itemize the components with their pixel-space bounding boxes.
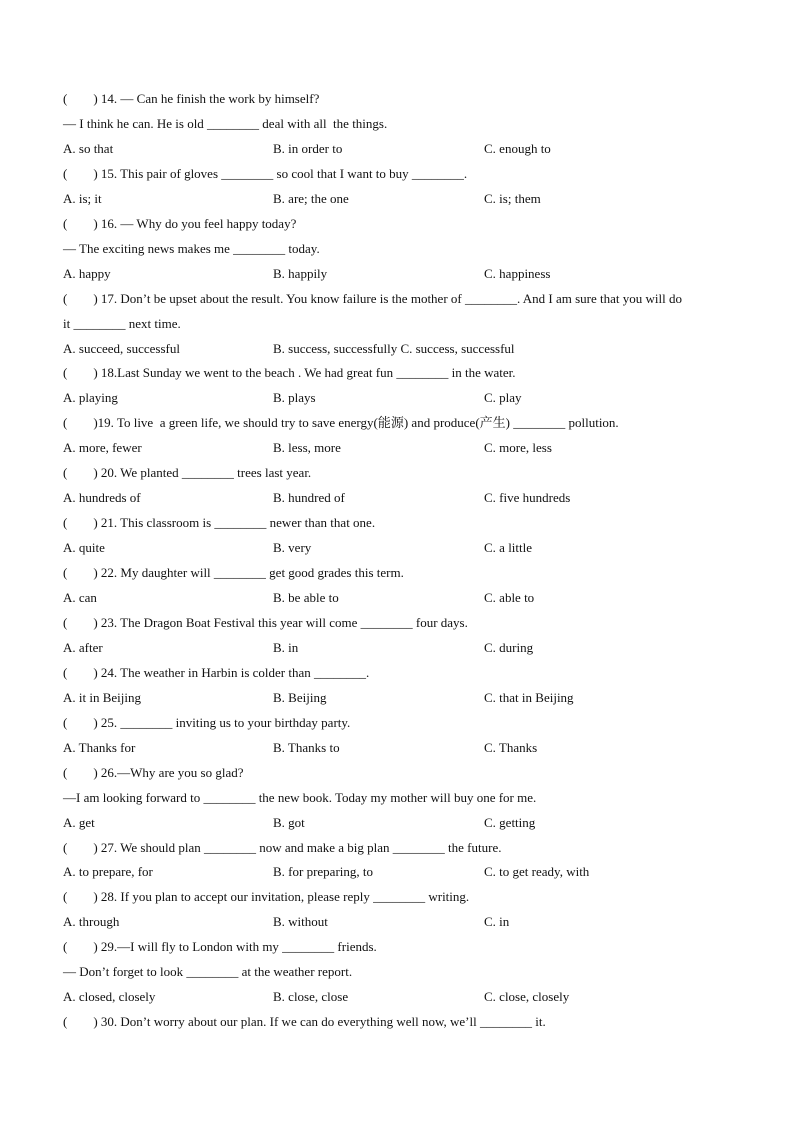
answer-option-b: B. are; the one (273, 190, 349, 206)
answer-option-c: C. play (484, 390, 522, 406)
answer-options-row (63, 814, 754, 832)
question-text: ( ) 26.—Why are you so glad? (63, 764, 244, 780)
answer-option-a: A. can (63, 590, 97, 605)
answer-option-b: B. in (273, 639, 299, 655)
answer-option-a: A. Thanks for (63, 739, 136, 755)
answer-option-c: C. enough to (484, 140, 551, 156)
question-text: ( )19. To live a green life, we should try to save energy(能源) and produce(产生) ________ pollution. (63, 415, 619, 431)
answer-option-a: A. playing (63, 390, 118, 406)
answer-option-c: C. Thanks (484, 739, 538, 755)
answer-options-row (63, 913, 754, 931)
answer-option-a: A. succeed, successful (63, 340, 180, 356)
answer-options-row (63, 589, 754, 607)
question-text: ( ) 17. Don’t be upset about the result. You know failure is the mother of ________. And I am sure that you will do (63, 290, 682, 306)
answer-options-row (63, 988, 754, 1006)
answer-option-b: B. without (273, 914, 328, 930)
answer-option-a: A. hundreds of (63, 490, 141, 506)
answer-option-b: B. plays (273, 390, 316, 406)
answer-options-row (63, 863, 754, 881)
question-text: ( ) 23. The Dragon Boat Festival this year will come ________ four days. (63, 614, 468, 630)
answer-option-a: A. is; it (63, 190, 102, 206)
answer-option-c: C. is; them (484, 190, 541, 206)
answer-option-c: C. able to (484, 590, 535, 605)
question-text: ( ) 24. The weather in Harbin is colder than ________. (63, 664, 370, 680)
answer-options-row (63, 739, 754, 757)
answer-option-c: C. close, closely (484, 989, 570, 1005)
answer-option-c: C. happiness (484, 265, 551, 281)
answer-option-b: B. less, more (273, 440, 341, 456)
answer-option-a: A. it in Beijing (63, 689, 141, 705)
answer-option-c: C. five hundreds (484, 490, 571, 506)
answer-option-b: B. hundred of (273, 490, 345, 506)
answer-options-row (63, 190, 754, 208)
question-text: ( ) 22. My daughter will ________ get good grades this term. (63, 565, 404, 580)
answer-options-row (63, 340, 754, 358)
answer-options-row (63, 140, 754, 158)
answer-option-c: C. in (484, 914, 510, 930)
answer-option-c: C. during (484, 639, 534, 655)
answer-option-b: B. close, close (273, 989, 349, 1005)
answer-option-a: A. happy (63, 265, 111, 281)
answer-option-b: B. happily (273, 265, 328, 281)
answer-option-a: A. get (63, 814, 95, 830)
question-continuation: — The exciting news makes me ________ today. (63, 240, 320, 256)
question-text: ( ) 25. ________ inviting us to your birthday party. (63, 714, 351, 730)
question-text: ( ) 15. This pair of gloves ________ so cool that I want to buy ________. (63, 165, 468, 181)
answer-option-a: A. closed, closely (63, 989, 156, 1005)
answer-option-c: C. that in Beijing (484, 689, 574, 705)
answer-option-c: C. getting (484, 814, 536, 830)
question-text: ( ) 28. If you plan to accept our invitation, please reply ________ writing. (63, 889, 470, 905)
question-continuation: —I am looking forward to ________ the new book. Today my mother will buy one for me. (63, 789, 537, 805)
question-text: ( ) 27. We should plan ________ now and make a big plan ________ the future. (63, 839, 502, 855)
answer-option-a: A. to prepare, for (63, 864, 153, 880)
question-text: ( ) 14. — Can he finish the work by himself? (63, 91, 320, 106)
question-text: ( ) 18.Last Sunday we went to the beach . We had great fun ________ in the water. (63, 365, 516, 381)
answer-options-row (63, 439, 754, 457)
question-text: ( ) 20. We planted ________ trees last year. (63, 465, 312, 481)
answer-option-a: A. so that (63, 140, 114, 156)
question-text: ( ) 29.—I will fly to London with my ________ friends. (63, 939, 377, 955)
answer-option-b: B. very (273, 540, 312, 556)
answer-option-a: A. through (63, 914, 120, 930)
question-continuation: it ________ next time. (63, 315, 181, 331)
answer-option-b: B. Beijing (273, 689, 327, 705)
answer-options-row (63, 639, 754, 657)
answer-options-row (63, 539, 754, 557)
answer-option-a: A. after (63, 639, 103, 655)
answer-option-b: B. be able to (273, 590, 339, 605)
question-continuation: — I think he can. He is old ________ deal with all the things. (63, 116, 388, 131)
answer-option-c: C. more, less (484, 440, 552, 456)
answer-options-row (63, 489, 754, 507)
answer-option-a: A. more, fewer (63, 440, 142, 456)
question-text: ( ) 16. — Why do you feel happy today? (63, 215, 297, 231)
answer-option-c: C. to get ready, with (484, 864, 590, 880)
answer-option-b: B. in order to (273, 140, 343, 156)
answer-option-b: B. got (273, 814, 305, 830)
question-text: ( ) 21. This classroom is ________ newer than that one. (63, 515, 376, 531)
answer-option-b: B. Thanks to (273, 739, 340, 755)
answer-options-row (63, 389, 754, 407)
question-continuation: — Don’t forget to look ________ at the weather report. (63, 964, 353, 980)
answer-options-row (63, 265, 754, 283)
answer-option-b: B. success, successfully C. success, successful (273, 340, 515, 356)
answer-option-c: C. a little (484, 540, 533, 556)
question-text: ( ) 30. Don’t worry about our plan. If we can do everything well now, we’ll ________ it. (63, 1014, 546, 1030)
answer-options-row (63, 689, 754, 707)
answer-option-a: A. quite (63, 540, 105, 556)
answer-option-b: B. for preparing, to (273, 864, 374, 880)
